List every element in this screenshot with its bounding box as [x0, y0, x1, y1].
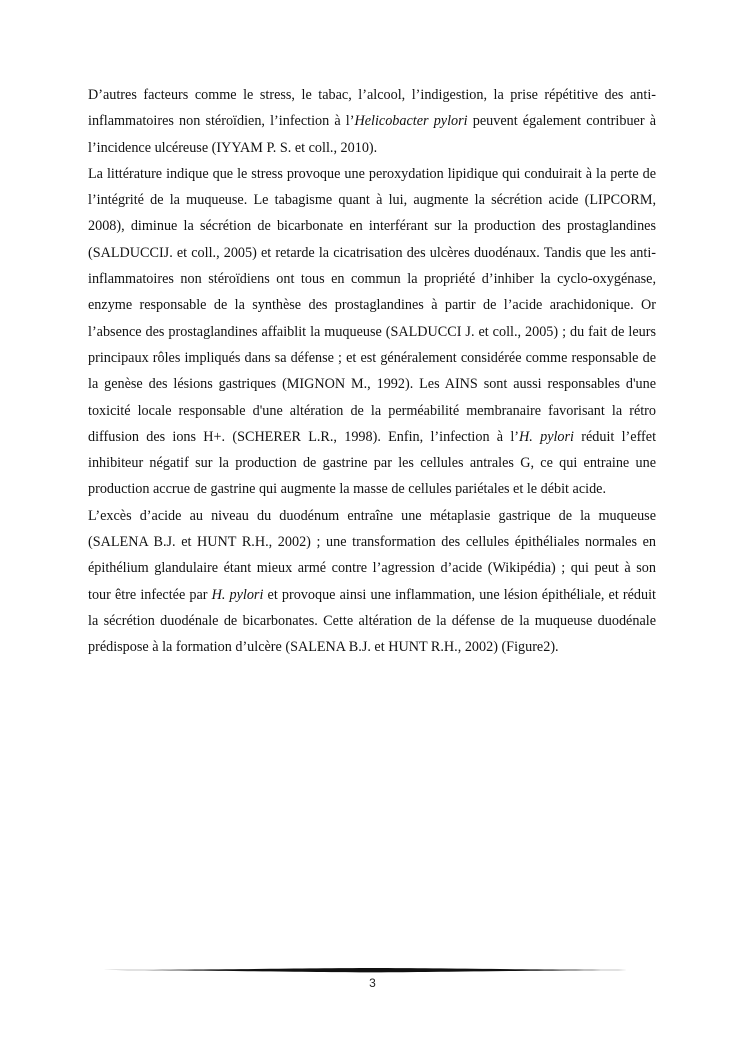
- paragraph-text-segment: L’excès d’acide au niveau du duodénum entraîne une métaplasie gastrique de la muqueuse (SALENA B.J. et HUNT R.H., 2002) ; une transformation des cellules épithéliales normales en épithélium glandulaire étant mieux armé contre l’agression d’acide (Wikipédia) ; qui peut à son tour être infectée par: [88, 507, 656, 603]
- paragraph-text-segment: La littérature indique que le stress provoque une peroxydation lipidique qui conduirait à la perte de l’intégrité de la muqueuse. Le tabagisme quant à lui, augmente la sécrétion acide (LIPCORM, 2008), diminue la sécrétion de bicarbonate en interférant sur la production des prostaglandines (SALDUCCIJ. et coll., 2005) et retarde la cicatrisation des ulcères duodénaux. Tandis que les anti-inflammatoires non stéroïdiens ont tous en commun la propriété d’inhiber la cyclo-oxygénase, enzyme responsable de la synthèse des prostaglandines à partir de l’acide arachidonique. Or l’absence des prostaglandines affaiblit la muqueuse (SALDUCCI J. et coll., 2005) ; du fait de leurs principaux rôles impliqués dans sa défense ; et est généralement considérée comme responsable de la genèse des lésions gastriques (MIGNON M., 1992). Les AINS sont aussi responsables d'une toxicité locale responsable d'une altération de la perméabilité membranaire favorisant la rétro diffusion des ions H+. (SCHERER L.R., 1998). Enfin, l’infection à l’: [88, 165, 656, 445]
- paragraph-italic-term: H. pylori: [519, 428, 574, 445]
- page-number: 3: [369, 976, 376, 990]
- paragraph-risk-factors: [88, 82, 656, 161]
- footer-rule-line: [103, 968, 642, 972]
- paragraph-italic-term: Helicobacter pylori: [354, 113, 468, 130]
- document-body: [88, 82, 656, 661]
- paragraph-italic-term: H. pylori: [211, 586, 264, 603]
- paragraph-text-segment: et provoque ainsi une inflammation, une lésion épithéliale, et réduit la sécrétion duodénale de bicarbonates. Cette altération de la défense de la muqueuse duodénale prédispose à la formation d’ulcère (SALENA B.J. et HUNT R.H., 2002) (Figure2).: [88, 586, 656, 656]
- paragraph-text-segment: réduit l’effet inhibiteur négatif sur la production de gastrine par les cellules antrales G, ce qui entraine une production accrue de gastrine qui augmente la masse de cellules pariétales et le débit acide.: [88, 428, 657, 498]
- paragraph-text-segment: peuvent également contribuer à l’incidence ulcéreuse (IYYAM P. S. et coll., 2010).: [88, 113, 657, 156]
- paragraph-text-segment: D’autres facteurs comme le stress, le tabac, l’alcool, l’indigestion, la prise répétitive des anti-inflammatoires non stéroïdien, l’infection à l’: [88, 87, 656, 130]
- paragraph-mechanisms: [88, 161, 656, 503]
- paragraph-duodenal-acid: [88, 503, 656, 661]
- footer-rule: [103, 966, 642, 974]
